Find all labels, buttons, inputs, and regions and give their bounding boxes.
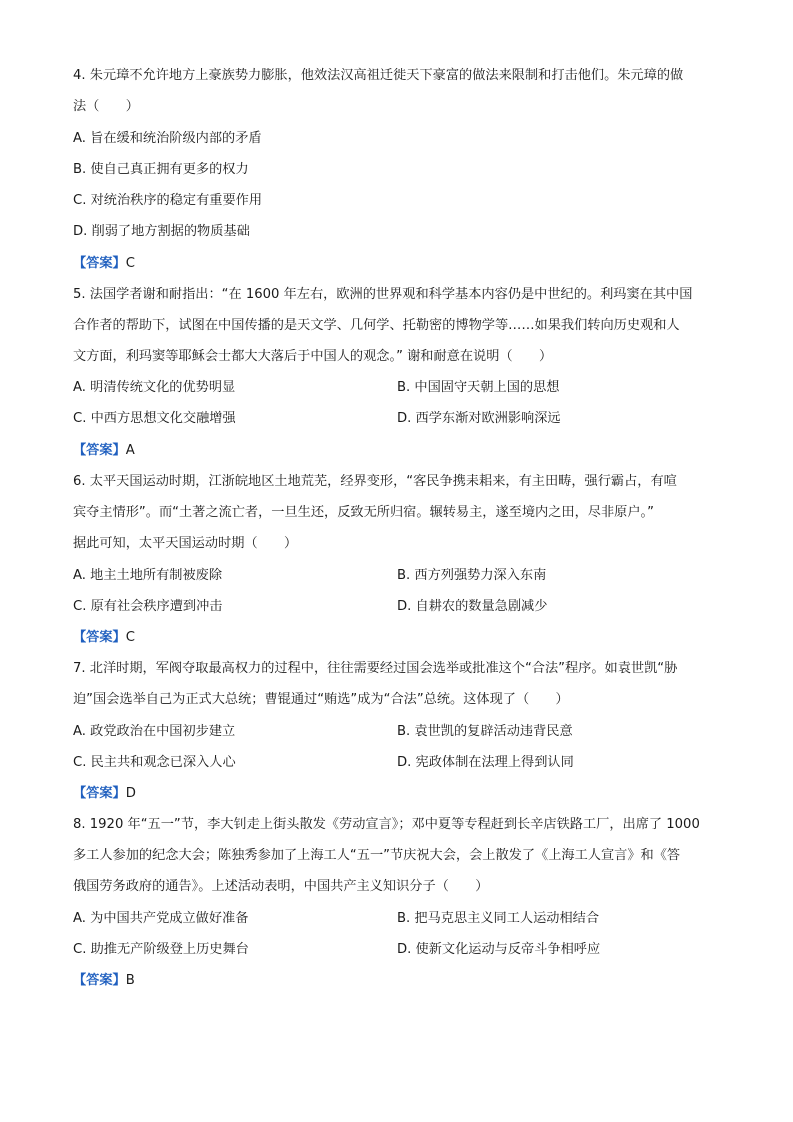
question-5-option-a: A. 明清传统文化的优势明显 xyxy=(73,380,236,395)
question-7-option-c: C. 民主共和观念已深入人心 xyxy=(73,755,236,770)
question-6-option-b: B. 西方列强势力深入东南 xyxy=(397,568,547,583)
answer-value: A xyxy=(125,443,135,458)
question-4-option-a: A. 旨在缓和统治阶级内部的矛盾 xyxy=(73,131,262,146)
question-4-option-b: B. 使自己真正拥有更多的权力 xyxy=(73,162,249,177)
question-8-stem-line-3: 俄国劳务政府的通告》。上述活动表明，中国共产主义知识分子（ ） xyxy=(73,879,489,894)
question-5-option-d: D. 西学东渐对欧洲影响深远 xyxy=(397,411,561,426)
question-6-answer xyxy=(73,628,135,648)
question-5-stem-line-3: 文方面，利玛窦等耶稣会士都大大落后于中国人的观念。” 谢和耐意在说明（ ） xyxy=(73,349,553,364)
answer-tag: 【答案】 xyxy=(73,786,126,801)
question-4-stem-line-1: 4. 朱元璋不允许地方上豪族势力膨胀，他效法汉高祖迁徙天下豪富的做法来限制和打击他们。朱元璋的做 xyxy=(73,68,684,83)
question-6-stem-line-1: 6. 太平天国运动时期，江浙皖地区土地荒芜，经界变形，“客民争携耒耜来，有主田畴，强行霸占，有喧 xyxy=(73,474,677,489)
answer-tag: 【答案】 xyxy=(73,630,126,645)
question-8-answer xyxy=(73,971,135,991)
question-5-stem-line-2: 合作者的帮助下，试图在中国传播的是天文学、几何学、托勒密的博物学等……如果我们转向历史观和人 xyxy=(73,318,680,333)
question-4-answer xyxy=(73,254,135,274)
question-6-stem-line-2: 宾夺主情形”。而“土著之流亡者，一旦生还，反致无所归宿。辗转易主，遂至境内之田，尽非原户。” xyxy=(73,505,654,520)
question-5-stem-line-1: 5. 法国学者谢和耐指出：“在 1600 年左右，欧洲的世界观和科学基本内容仍是中世纪的。利玛窦在其中国 xyxy=(73,287,693,302)
question-8-stem-line-2: 多工人参加的纪念大会；陈独秀参加了上海工人“五一”节庆祝大会，会上散发了《上海工人宣言》和《答 xyxy=(73,848,681,863)
question-7-option-d: D. 宪政体制在法理上得到认同 xyxy=(397,755,574,770)
answer-value: B xyxy=(125,973,135,988)
answer-value: C xyxy=(125,256,135,271)
question-6-option-c: C. 原有社会秩序遭到冲击 xyxy=(73,599,223,614)
question-7-answer xyxy=(73,784,136,804)
question-8-option-a: A. 为中国共产党成立做好准备 xyxy=(73,911,249,926)
question-8-stem-line-1: 8. 1920 年“五一”节，李大钊走上街头散发《劳动宣言》；邓中夏等专程赶到长辛店铁路工厂，出席了 1000 xyxy=(73,817,700,832)
question-6-option-d: D. 自耕农的数量急剧减少 xyxy=(397,599,548,614)
question-6-stem-line-3: 据此可知，太平天国运动时期（ ） xyxy=(73,536,298,551)
question-8-option-c: C. 助推无产阶级登上历史舞台 xyxy=(73,942,249,957)
question-7-option-b: B. 袁世凯的复辟活动违背民意 xyxy=(397,724,573,739)
question-5-answer xyxy=(73,441,135,461)
answer-value: D xyxy=(125,786,136,801)
answer-tag: 【答案】 xyxy=(73,973,126,988)
question-6-option-a: A. 地主土地所有制被废除 xyxy=(73,568,223,583)
question-4-option-d: D. 削弱了地方割据的物质基础 xyxy=(73,224,250,239)
answer-tag: 【答案】 xyxy=(73,443,126,458)
question-7-option-a: A. 政党政治在中国初步建立 xyxy=(73,724,236,739)
question-5-option-b: B. 中国固守天朝上国的思想 xyxy=(397,380,560,395)
question-4-stem-line-2: 法（ ） xyxy=(73,99,139,114)
question-7-stem-line-2: 迫”国会选举自己为正式大总统；曹锟通过“贿选”成为“合法”总统。这体现了（ ） xyxy=(73,692,569,707)
answer-tag: 【答案】 xyxy=(73,256,126,271)
question-5-option-c: C. 中西方思想文化交融增强 xyxy=(73,411,236,426)
question-4-option-c: C. 对统治秩序的稳定有重要作用 xyxy=(73,193,263,208)
answer-value: C xyxy=(125,630,135,645)
question-8-option-b: B. 把马克思主义同工人运动相结合 xyxy=(397,911,600,926)
question-7-stem-line-1: 7. 北洋时期，军阀夺取最高权力的过程中，往往需要经过国会选举或批准这个“合法”程序。如袁世凯“胁 xyxy=(73,661,678,676)
question-8-option-d: D. 使新文化运动与反帝斗争相呼应 xyxy=(397,942,601,957)
